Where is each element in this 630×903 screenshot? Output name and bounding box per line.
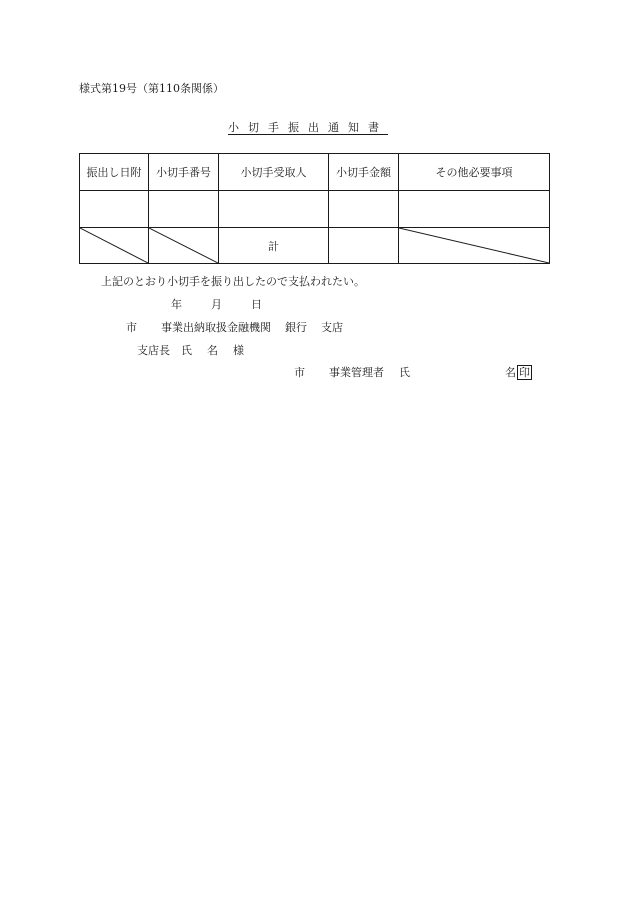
- sender-line: [294, 364, 410, 380]
- header-check-number: 小切手番号: [149, 154, 219, 191]
- recipient-title: 支店長: [137, 344, 170, 357]
- sender-name-2: 名: [505, 366, 516, 379]
- table-header-row: [80, 154, 550, 191]
- sender-city: 市: [294, 366, 305, 379]
- table-row: [80, 191, 550, 228]
- sender-name-seal: [505, 364, 532, 380]
- cell-payee: [219, 191, 329, 228]
- header-amount: 小切手金額: [329, 154, 399, 191]
- institution-line: [126, 319, 343, 335]
- date-year: 年: [171, 298, 182, 311]
- total-cell-crossed-3: [399, 228, 550, 264]
- recipient-line: [137, 342, 244, 358]
- date-month: 月: [211, 298, 222, 311]
- diagonal-strike: [149, 228, 218, 263]
- seal-box: 印: [519, 366, 530, 379]
- document-title: 小切手振出通知書: [228, 121, 388, 134]
- recipient-name-2: 名: [207, 344, 218, 357]
- diagonal-strike: [399, 228, 549, 263]
- header-payee: 小切手受取人: [219, 154, 329, 191]
- cell-other-items: [399, 191, 550, 228]
- header-issue-date: 振出し日附: [80, 154, 149, 191]
- sender-name-1: 氏: [399, 366, 410, 379]
- recipient-name-1: 氏: [181, 344, 192, 357]
- form-number: 様式第19号（第110条関係）: [79, 82, 224, 95]
- cell-check-number: [149, 191, 219, 228]
- total-amount: [329, 228, 399, 264]
- sender-title: 事業管理者: [329, 366, 384, 379]
- branch-label: 支店: [321, 321, 343, 334]
- city-prefix: 市: [126, 321, 137, 334]
- date-day: 日: [251, 298, 262, 311]
- bank-label: 銀行: [285, 321, 307, 334]
- table-total-row: [80, 228, 550, 264]
- cell-amount: [329, 191, 399, 228]
- check-ledger-table: [79, 153, 550, 264]
- recipient-honorific: 様: [233, 344, 244, 357]
- total-cell-crossed-1: [80, 228, 149, 264]
- total-cell-crossed-2: [149, 228, 219, 264]
- cell-issue-date: [80, 191, 149, 228]
- statement-text: 上記のとおり小切手を振り出したので支払われたい。: [101, 275, 365, 288]
- date-line: [171, 296, 262, 312]
- institution-name: 事業出納取扱金融機関: [161, 321, 271, 334]
- total-label: 計: [219, 228, 329, 264]
- header-other-items: その他必要事項: [399, 154, 550, 191]
- diagonal-strike: [80, 228, 148, 263]
